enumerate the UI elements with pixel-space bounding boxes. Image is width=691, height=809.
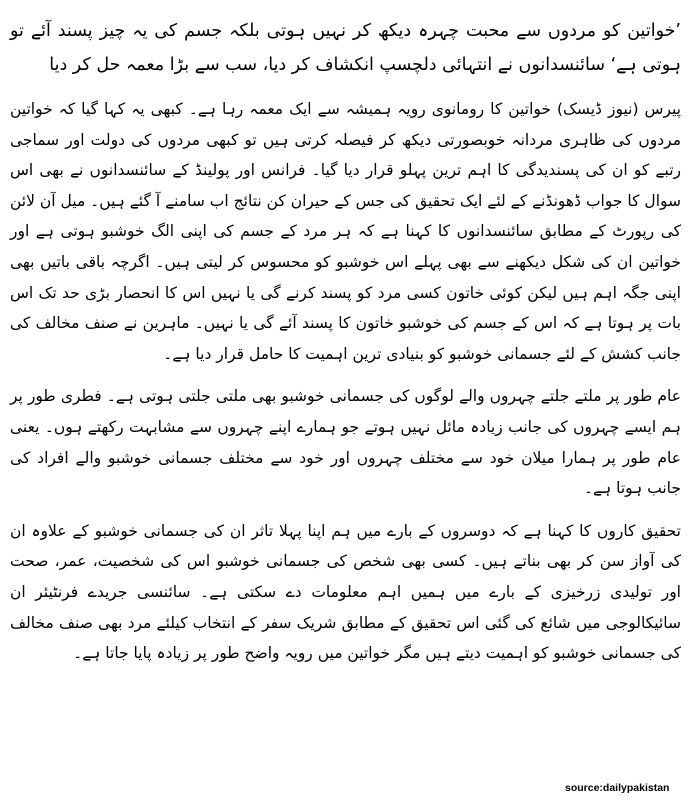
source-credit: source:dailypakistan <box>565 782 670 794</box>
article-paragraph-3: تحقیق کاروں کا کہنا ہے کہ دوسروں کے بارے میں ہم اپنا پہلا تاثر ان کی جسمانی خوشبو کے علاوہ ان کی آواز سن کر بھی بناتے ہیں۔ کسی بھی شخص کی جسمانی خوشبو اس کی شخصیت، عمر، صحت اور تولیدی زرخیزی کے بارے میں ہمیں اہم معلومات دے سکتی ہے۔ سائنسی جریدے فرنٹیئر ان سائیکالوجی میں شائع کی گئی اس تحقیق کے مطابق شریک سفر کے انتخاب کیلئے مرد بھی صنف مخالف کی جسمانی خوشبو کو اہمیت دیتے ہیں مگر خواتین میں رویہ واضح طور پر زیادہ پایا جاتا ہے۔ <box>10 521 681 663</box>
article-paragraph-2: عام طور پر ملتے جلتے چہروں والے لوگوں کی جسمانی خوشبو بھی ملتی جلتی ہوتی ہے۔ فطری طور پر ہم ایسے چہروں کی جانب زیادہ مائل نہیں ہوتے جو ہمارے اپنے چہروں سے مشابہت رکھتے ہوں۔ یعنی عام طور پر ہمارا میلان خود سے مختلف چہروں اور خود سے مختلف جسمانی خوشبو والے افراد کی جانب ہوتا ہے۔ <box>10 387 681 498</box>
article-paragraph-1: پیرس (نیوز ڈیسک) خواتین کا رومانوی رویہ ہمیشہ سے ایک معمہ رہا ہے۔ کبھی یہ کہا گیا کہ خواتین مردوں کی ظاہری مردانہ خوبصورتی دیکھ کر فیصلہ کرتی ہیں تو کبھی مردوں کی دولت اور سماجی رتبے کو ان کی پسندیدگی کا اہم ترین پہلو قرار دیا گیا۔ فرانس اور پولینڈ کے سائنسدانوں نے بھی اس سوال کا جواب ڈھونڈنے کے لئے ایک تحقیق کی جس کے حیران کن نتائج اب سامنے آ گئے ہیں۔ میل آن لائن کی رپورٹ کے مطابق سائنسدانوں کا کہنا ہے کہ ہر مرد کے جسم کی اپنی الگ خوشبو ہوتی ہے اور خواتین ان کی شکل دیکھنے سے بھی پہلے اس خوشبو کو محسوس کر لیتی ہیں۔ اگرچہ باقی باتیں بھی اپنی جگہ اہم ہیں لیکن کوئی خاتون کسی مرد کو پسند کرنے گی یا نہیں اس کا انحصار بڑی حد تک اس بات پر ہوتا ہے کہ اس کے جسم کی خوشبو خاتون کا پسند آئے گی یا نہیں۔ ماہرین نے صنف مخالف کی جانب کشش کے لئے جسمانی خوشبو کو بنیادی ترین اہمیت کا حامل قرار دیا ہے۔ <box>10 100 681 363</box>
article-headline: ’خواتین کو مردوں سے محبت چہرہ دیکھ کر نہیں ہوتی بلکہ جسم کی یہ چیز پسند آئے تو ہوتی ہے‘ سائنسدانوں نے انتہائی دلچسپ انکشاف کر دیا، سب سے بڑا معمہ حل کر دیا <box>10 21 681 75</box>
article <box>10 14 681 681</box>
